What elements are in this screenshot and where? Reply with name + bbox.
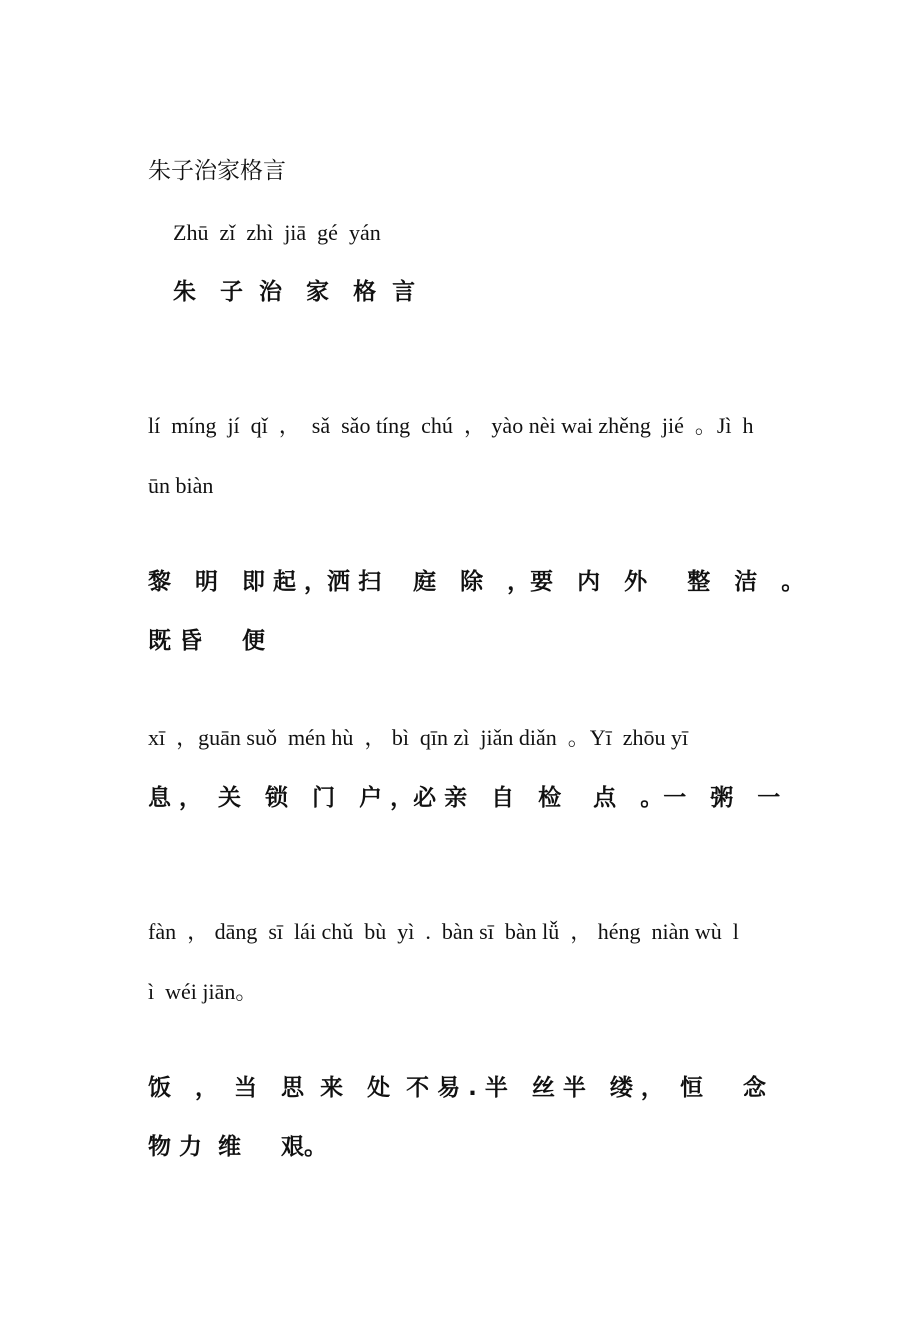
hanzi-line-2: 息 ， 关 锁 门 户 ，必 亲 自 检 点 。一 粥 一	[148, 785, 781, 811]
hanzi-line-3-continued: 物 力 维 艰。	[148, 1134, 328, 1160]
hanzi-line-3: 饭 ， 当 思 来 处 不 易 . 半 丝 半 缕 ， 恒 念	[148, 1075, 766, 1101]
document-title: 朱子治家格言	[148, 158, 286, 184]
pinyin-line-3-continued: ì wéi jiān。	[148, 979, 258, 1004]
title-hanzi: 朱 子 治 家 格 言	[173, 279, 416, 305]
pinyin-line-1: lí míng jí qǐ ， sǎ sǎo tíng chú ， yào nèi wai zhěng jié 。Jì h	[148, 413, 754, 438]
hanzi-line-1: 黎 明 即 起 ，洒 扫 庭 除 ，要 内 外 整 洁 。	[148, 569, 805, 595]
hanzi-line-1-continued: 既 昏 便	[148, 628, 266, 654]
title-pinyin: Zhū zǐ zhì jiā gé yán	[173, 220, 381, 245]
pinyin-line-1-continued: ūn biàn	[148, 473, 214, 498]
pinyin-line-3: fàn ， dāng sī lái chǔ bù yì . bàn sī bàn lǚ ， héng niàn wù l	[148, 919, 739, 944]
pinyin-line-2: xī ，guān suǒ mén hù ， bì qīn zì jiǎn diǎn 。Yī zhōu yī	[148, 725, 689, 750]
